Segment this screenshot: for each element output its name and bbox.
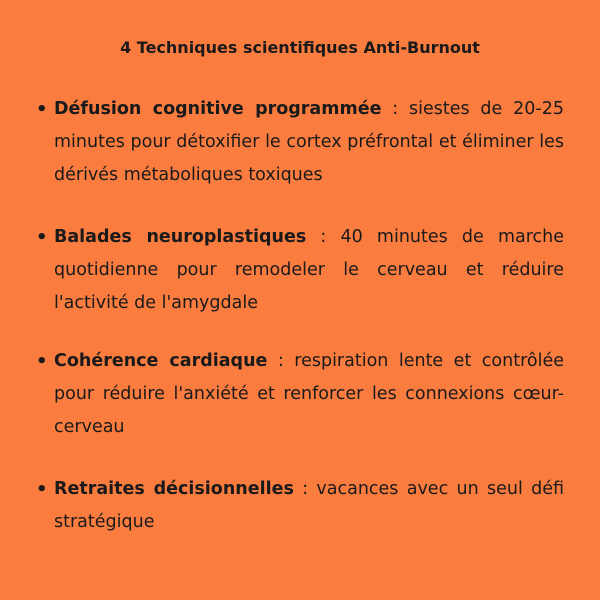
technique-term: Balades neuroplastiques — [54, 227, 307, 247]
term-separator: : — [381, 99, 409, 119]
technique-term: Retraites décisionnelles — [54, 479, 294, 499]
technique-description: vacances avec un seul défi stratégique — [54, 479, 564, 532]
list-item — [36, 473, 564, 539]
list-item-text — [54, 473, 564, 539]
list-item — [36, 221, 564, 320]
term-separator: : — [306, 227, 341, 247]
bullet-icon: • — [36, 351, 48, 372]
bullet-icon: • — [36, 99, 48, 120]
list-item-text — [54, 345, 564, 444]
technique-term: Cohérence cardiaque — [54, 351, 268, 371]
term-separator: : — [267, 351, 295, 371]
technique-description: 40 minutes de marche quotidienne pour remodeler le cerveau et réduire l'activité de l'amygdale — [54, 227, 565, 313]
technique-term: Défusion cognitive programmée — [54, 99, 382, 119]
list-item — [36, 93, 564, 192]
term-separator: : — [293, 479, 317, 499]
page-title: 4 Techniques scientifiques Anti-Burnout — [120, 38, 480, 57]
technique-description: respiration lente et contrôlée pour réduire l'anxiété et renforcer les connexions cœur-cerveau — [54, 351, 564, 437]
list-item-text — [54, 93, 564, 192]
bullet-icon: • — [36, 479, 48, 500]
list-item-text — [54, 221, 564, 320]
technique-description: siestes de 20-25 minutes pour détoxifier le cortex préfrontal et éliminer les dérivés métaboliques toxiques — [54, 99, 564, 185]
list-item — [36, 345, 564, 444]
bullet-icon: • — [36, 227, 48, 248]
